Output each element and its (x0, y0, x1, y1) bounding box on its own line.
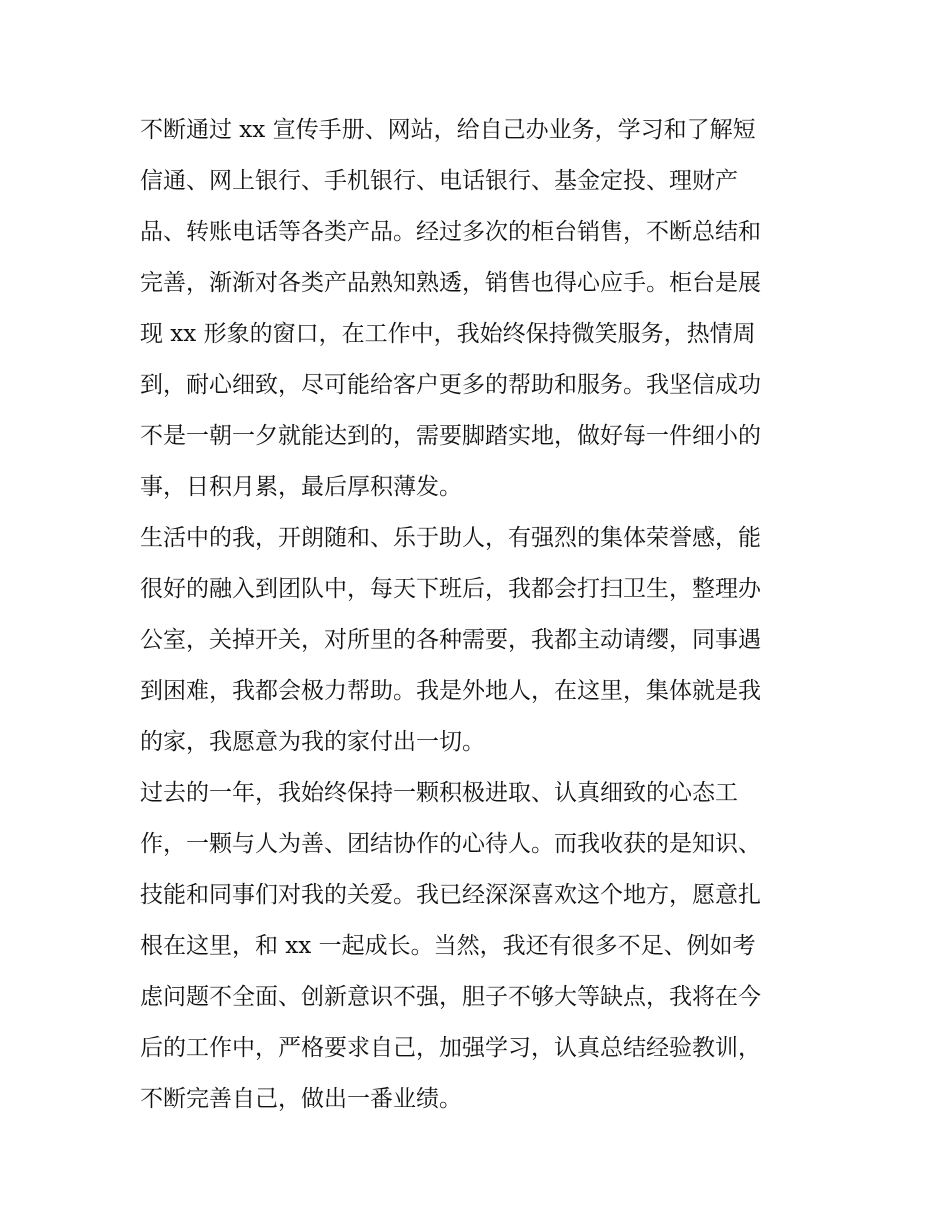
text-line: 公室，关掉开关，对所里的各种需要，我都主动请缨，同事遇 (140, 627, 761, 653)
text-line: 事，日积月累，最后厚积薄发。 (140, 474, 462, 500)
text-line: 过去的一年，我始终保持一颗积极进取、认真细致的心态工 (140, 780, 738, 806)
text-line: 现 xx 形象的窗口，在工作中，我始终保持微笑服务，热情周 (140, 321, 756, 347)
text-line: 生活中的我，开朗随和、乐于助人，有强烈的集体荣誉感，能 (140, 525, 761, 551)
text-line: 作，一颗与人为善、团结协作的心待人。而我收获的是知识、 (140, 831, 761, 857)
text-line: 到困难，我都会极力帮助。我是外地人，在这里，集体就是我 (140, 678, 761, 704)
text-line: 不断完善自己，做出一番业绩。 (140, 1086, 462, 1112)
text-line: 品、转账电话等各类产品。经过多次的柜台销售，不断总结和 (140, 219, 761, 245)
text-line: 虑问题不全面、创新意识不强，胆子不够大等缺点，我将在今 (140, 984, 761, 1010)
text-line: 不是一朝一夕就能达到的，需要脚踏实地，做好每一件细小的 (140, 423, 761, 449)
text-line: 到，耐心细致，尽可能给客户更多的帮助和服务。我坚信成功 (140, 372, 761, 398)
text-line: 后的工作中，严格要求自己，加强学习，认真总结经验教训， (140, 1035, 761, 1061)
text-line: 的家，我愿意为我的家付出一切。 (140, 729, 485, 755)
text-line: 技能和同事们对我的关爱。我已经深深喜欢这个地方，愿意扎 (140, 882, 761, 908)
document-body (140, 105, 812, 1125)
text-line: 根在这里，和 xx 一起成长。当然，我还有很多不足、例如考 (140, 933, 756, 959)
text-line: 完善，渐渐对各类产品熟知熟透，销售也得心应手。柜台是展 (140, 270, 761, 296)
text-line: 很好的融入到团队中，每天下班后，我都会打扫卫生，整理办 (140, 576, 761, 602)
text-line: 信通、网上银行、手机银行、电话银行、基金定投、理财产 (140, 168, 738, 194)
text-line: 不断通过 xx 宣传手册、网站，给自己办业务，学习和了解短 (140, 117, 756, 143)
